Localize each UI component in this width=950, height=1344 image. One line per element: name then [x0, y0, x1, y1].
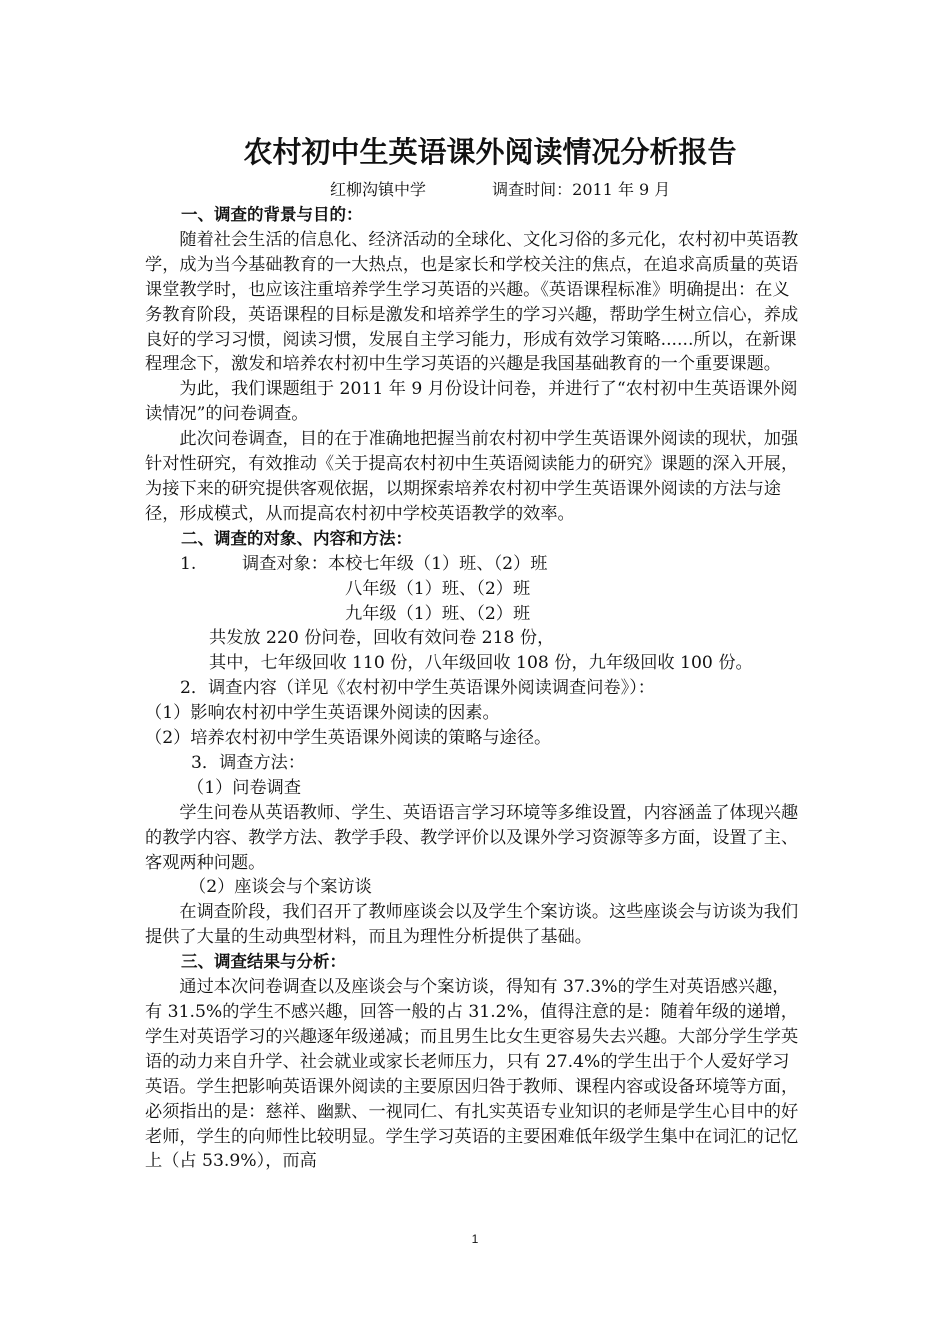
- section-heading: 三、调查结果与分析：: [181, 952, 346, 972]
- subtitle: [330, 179, 670, 201]
- list-subitem: （2）培养农村初中学生英语课外阅读的策略与途径。: [145, 728, 552, 749]
- list-subline: 九年级（1）班、（2）班: [345, 603, 531, 624]
- list-item: 2．调查内容（详见《农村初中学生英语课外阅读调查问卷》）：: [180, 678, 655, 699]
- section-heading: 一、调查的背景与目的：: [181, 205, 363, 224]
- list-subline: 其中，七年级回收 110 份，八年级回收 108 份，九年级回收 100 份。: [209, 653, 753, 674]
- list-number: 1.: [180, 553, 197, 574]
- list-subline: 八年级（1）班、（2）班: [345, 578, 531, 599]
- page-number: 1: [471, 1232, 479, 1246]
- school-name: 红柳沟镇中学: [330, 180, 427, 199]
- list-subitem: （2）座谈会与个案访谈: [189, 877, 372, 898]
- list-subitem: （1）影响农村初中学生英语课外阅读的因素。: [145, 703, 500, 724]
- list-item: [145, 552, 805, 577]
- paragraph: 为此，我们课题组于 2011 年 9 月份设计问卷，并进行了“农村初中生英语课外阅读情况”的问卷调查。: [145, 379, 798, 425]
- paragraph: 随着社会生活的信息化、经济活动的全球化、文化习俗的多元化，农村初中英语教学，成为当今基础教育的一大热点，也是家长和学校关注的焦点，在追求高质量的英语课堂教学时，也应该注重培养学生学习英语的兴趣。《英语课程标准》明确提出：在义务教育阶段，英语课程的目标是激发和培养学生的学习兴趣，帮助学生树立信心，养成良好的学习习惯，阅读习惯，发展自主学习能力，形成有效学习策略......所以，在新课程理念下，激发和培养农村初中生学习英语的兴趣是我国基础教育的一个重要课题。: [145, 229, 799, 375]
- list-item: 3．调查方法：: [191, 752, 306, 773]
- list-subitem: （1）问卷调查: [187, 777, 302, 798]
- document-body: [145, 203, 805, 1174]
- section-heading: 二、调查的对象、内容和方法：: [181, 528, 412, 548]
- list-text: 调查对象：本校七年级（1）班、（2）班: [242, 553, 548, 574]
- paragraph: 通过本次问卷调查以及座谈会与个案访谈，得知有 37.3%的学生对英语感兴趣，有 31.5%的学生不感兴趣，回答一般的占 31.2%，值得注意的是：随着年级的递增，学生对英语学习的兴趣逐年级递减；而且男生比女生更容易失去兴趣。大部分学生学英语的动力来自升学、社会就业或家长老师压力，只有 27.4%的学生出于个人爱好学习英语。学生把影响英语课外阅读的主要原因归咎于教师、课程内容或设备环境等方面，必须指出的是：慈祥、幽默、一视同仁、有扎实英语专业知识的老师是学生心目中的好老师，学生的向师性比较明显。学生学习英语的主要困难低年级学生集中在词汇的记忆上（占 53.9%），而高: [145, 977, 799, 1172]
- page-title: 农村初中生英语课外阅读情况分析报告: [243, 135, 737, 169]
- list-subline: 共发放 220 份问卷，回收有效问卷 218 份，: [209, 628, 555, 649]
- paragraph: 学生问卷从英语教师、学生、英语语言学习环境等多维设置，内容涵盖了体现兴趣的教学内容、教学方法、教学手段、教学评价以及课外学习资源等多方面，设置了主、客观两种问题。: [145, 802, 799, 873]
- paragraph: 在调查阶段，我们召开了教师座谈会以及学生个案访谈。这些座谈会与访谈为我们提供了大量的生动典型材料，而且为理性分析提供了基础。: [145, 902, 799, 948]
- survey-date: 调查时间：2011 年 9 月: [492, 180, 671, 199]
- paragraph: 此次问卷调查，目的在于准确地把握当前农村初中学生英语课外阅读的现状，加强针对性研究，有效推动《关于提高农村初中生英语阅读能力的研究》课题的深入开展，为接下来的研究提供客观依据，以期探索培养农村初中学生英语课外阅读的方法与途径，形成模式，从而提高农村初中学校英语教学的效率。: [145, 429, 799, 524]
